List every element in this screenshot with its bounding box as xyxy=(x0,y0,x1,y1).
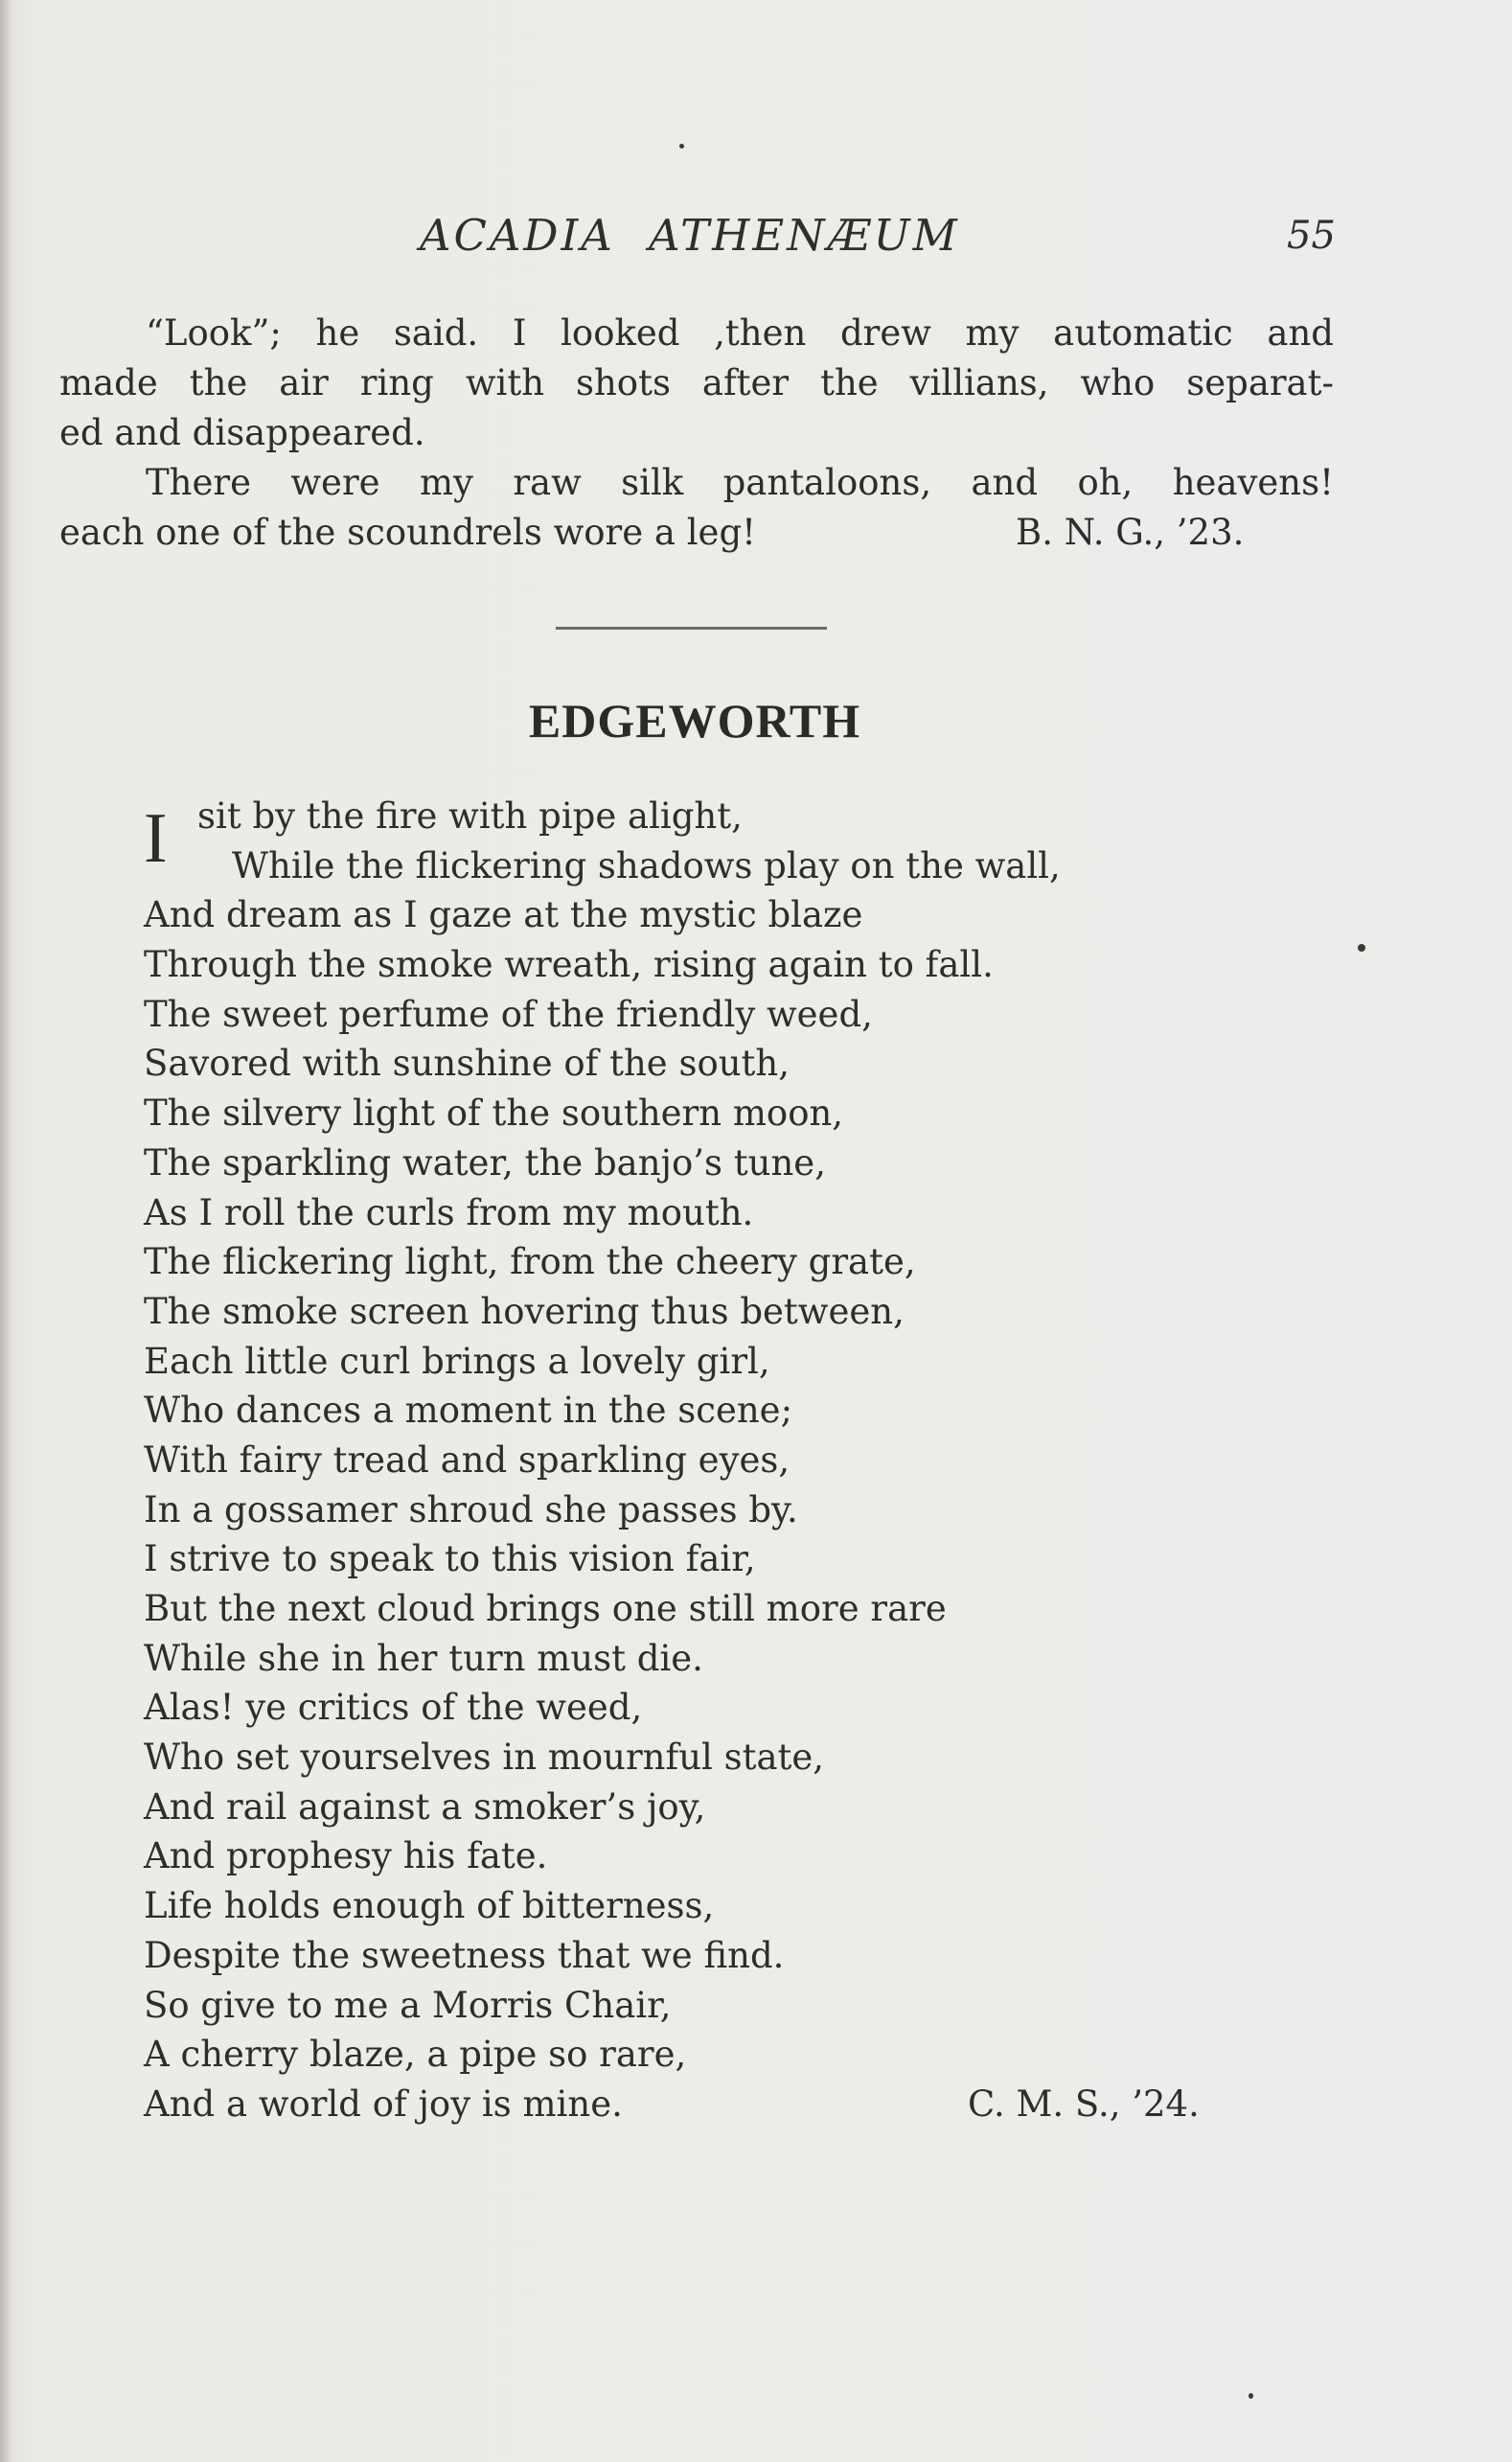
poem-line: In a gossamer shroud she passes by. xyxy=(144,1488,798,1530)
prose-line: ed and disappeared. xyxy=(59,412,425,453)
poem-line: But the next cloud brings one still more rare xyxy=(144,1588,947,1629)
author-signature: B. N. G., ’23. xyxy=(1016,512,1245,553)
poem-line: Life holds enough of bitterness, xyxy=(144,1885,715,1927)
ink-speck xyxy=(1249,2393,1253,2399)
story-ending xyxy=(59,309,1334,558)
poem-line: Through the smoke wreath, rising again to fall. xyxy=(144,944,994,986)
poem-line: While she in her turn must die. xyxy=(144,1637,703,1679)
running-head xyxy=(0,210,1512,267)
prose-signature-line xyxy=(59,508,1334,558)
journal-title: ACADIA ATHENÆUM xyxy=(420,210,960,261)
poem-line: Who dances a moment in the scene; xyxy=(144,1390,793,1432)
poem-line: The sparkling water, the banjo’s tune, xyxy=(144,1141,826,1184)
poem-line: Despite the sweetness that we find. xyxy=(144,1934,785,1976)
poem-line: I sit by the fire with pipe alight, xyxy=(144,795,743,878)
poem-line: The silvery light of the southern moon, xyxy=(144,1093,844,1135)
poem-line: With fairy tread and sparkling eyes, xyxy=(144,1438,790,1481)
poem-line: While the flickering shadows play on the wall, xyxy=(232,844,1061,886)
poem-line: As I roll the curls from my mouth. xyxy=(144,1191,754,1233)
spine-shadow xyxy=(0,0,11,2462)
drop-cap: I xyxy=(144,799,168,878)
poem-line: I strive to speak to this vision fair, xyxy=(144,1538,756,1580)
prose-line: There were my raw silk pantaloons, and oh, heavens! xyxy=(146,462,1334,503)
poem-line: The sweet perfume of the friendly weed, xyxy=(144,993,873,1035)
poem-line: And dream as I gaze at the mystic blaze xyxy=(144,894,863,936)
ink-speck xyxy=(679,144,684,149)
prose-line: each one of the scoundrels wore a leg! xyxy=(59,512,757,553)
poem-signature: C. M. S., ’24. xyxy=(968,2082,1200,2125)
poem-title: EDGEWORTH xyxy=(528,694,861,748)
poem-line: Each little curl brings a lovely girl, xyxy=(144,1340,770,1382)
poem-line: And prophesy his fate. xyxy=(144,1835,548,1877)
poem-line: Savored with sunshine of the south, xyxy=(144,1043,790,1085)
poem-line: A cherry blaze, a pipe so rare, xyxy=(144,2034,687,2076)
poem-line: The flickering light, from the cheery grate, xyxy=(144,1241,916,1283)
poem-body xyxy=(144,792,1294,2129)
page-number: 55 xyxy=(1287,214,1336,258)
poem-line: Who set yourselves in mournful state, xyxy=(144,1737,825,1779)
poem-line-last: And a world of joy is mine. C. M. S., ’24. xyxy=(144,2080,1294,2129)
prose-line: made the air ring with shots after the villians, who separat- xyxy=(59,362,1334,403)
poem-line: Alas! ye critics of the weed, xyxy=(144,1687,643,1729)
poem-line: So give to me a Morris Chair, xyxy=(144,1984,672,2026)
ink-speck xyxy=(1358,944,1365,952)
poem-line: And rail against a smoker’s joy, xyxy=(144,1785,706,1828)
section-divider xyxy=(556,627,827,630)
poem-line: The smoke screen hovering thus between, xyxy=(144,1290,905,1332)
prose-line: “Look”; he said. I looked ,then drew my automatic and xyxy=(146,312,1334,354)
